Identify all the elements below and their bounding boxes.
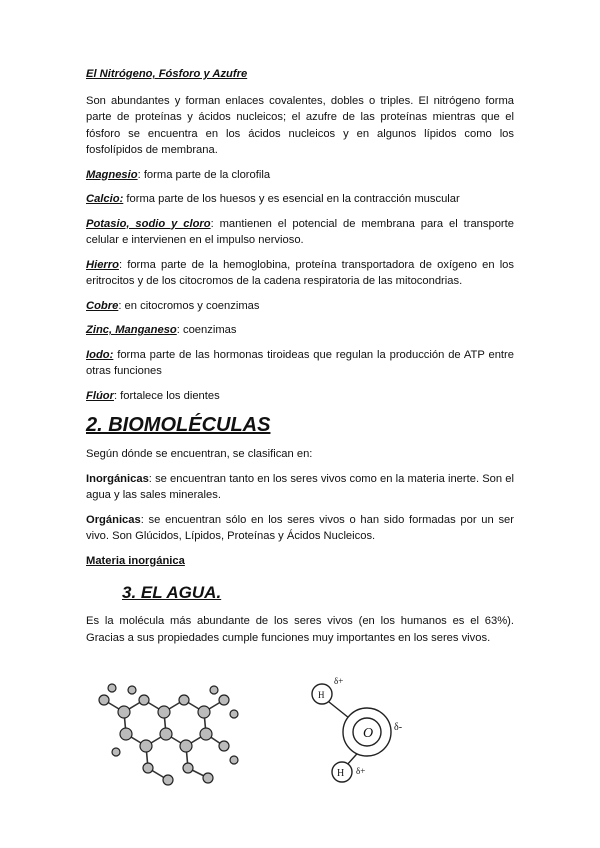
element-fluor	[86, 388, 514, 405]
hydrogen-top-label: H	[318, 690, 325, 700]
water-network-illustration	[99, 684, 238, 785]
section2-intro: Según dónde se encuentran, se clasifican en:	[86, 448, 313, 460]
intro-paragraph: Son abundantes y forman enlaces covalentes, dobles o triples. El nitrógeno forma parte de proteínas y ácidos nucleicos; el azufre de las proteínas mientras que el fósforo se encuentra en los ácidos nucleicos y en algunos lípidos como los fosfolípidos de membrana.	[86, 94, 514, 156]
intro-title: El Nitrógeno, Fósforo y Azufre	[86, 68, 248, 80]
document-page	[86, 66, 514, 654]
organic-text: : se encuentran sólo en los seres vivos o han sido formadas por un ser vivo. Son Glúcidos, Lípidos, Proteínas y Ácidos Nucleicos.	[86, 513, 514, 542]
element-sep: :	[137, 168, 141, 181]
element-sep: :	[118, 258, 123, 271]
inorganic-paragraph	[86, 471, 514, 504]
section3-paragraph: Es la molécula más abundante de los seres vivos (en los humanos es el 63%). Gracias a sus propiedades cumple funciones muy importantes en los seres vivos.	[86, 615, 514, 644]
element-zinc	[86, 322, 514, 339]
inorganic-text: : se encuentran tanto en los seres vivos como en la materia inerte. Son el agua y las sales minerales.	[86, 472, 514, 501]
inorganic-term: Inorgánicas	[86, 472, 149, 485]
delta-plus-bottom: δ+	[356, 766, 366, 776]
element-term: Magnesio	[86, 168, 138, 181]
element-term: Zinc, Manganeso	[86, 324, 177, 336]
element-text: forma parte de los huesos y es esencial en la contracción muscular	[123, 193, 460, 205]
element-term: Iodo:	[86, 348, 114, 361]
hydrogen-bottom-label: H	[337, 768, 345, 779]
element-magnesio	[86, 167, 514, 184]
delta-plus-top: δ+	[334, 676, 344, 686]
element-text: en citocromos y coenzimas	[121, 299, 260, 312]
section-heading-agua: 3. EL AGUA.	[122, 583, 222, 602]
element-sep: :	[113, 389, 118, 402]
organic-term: Orgánicas	[86, 513, 141, 526]
section-heading-biomoleculas: 2. BIOMOLÉCULAS	[86, 414, 271, 436]
element-text: coenzimas	[179, 324, 237, 336]
element-text: forma parte de la clorofila	[140, 168, 271, 181]
element-potasio	[86, 216, 514, 249]
element-sep: :	[118, 299, 122, 312]
element-cobre	[86, 298, 514, 315]
element-term: Potasio, sodio y cloro	[86, 217, 211, 230]
delta-minus-label: δ-	[394, 722, 403, 733]
water-figures-svg	[86, 670, 514, 790]
element-sep: :	[176, 324, 180, 336]
subheading-materia-inorganica: Materia inorgánica	[86, 554, 185, 567]
oxygen-label: O	[363, 726, 374, 741]
element-text: forma parte de la hemoglobina, proteína transportadora de oxígeno en los eritrocitos y de los citocromos de la cadena respiratoria de las mitocondrias.	[86, 258, 514, 287]
element-text: mantienen el potencial de membrana para el transporte celular e intervienen en el impulso nervioso.	[86, 217, 514, 246]
element-calcio	[86, 191, 514, 208]
element-term: Hierro	[86, 258, 119, 271]
element-sep: :	[210, 217, 214, 230]
figures-row	[86, 670, 514, 790]
organic-paragraph	[86, 512, 514, 545]
element-iodo	[86, 347, 514, 380]
element-hierro	[86, 257, 514, 290]
element-text: fortalece los dientes	[117, 389, 220, 402]
element-term: Cobre	[86, 299, 119, 312]
element-term: Flúor	[86, 389, 114, 402]
element-text: forma parte de las hormonas tiroideas que regulan la producción de ATP entre otras funciones	[86, 348, 514, 377]
element-term: Calcio:	[86, 193, 124, 205]
